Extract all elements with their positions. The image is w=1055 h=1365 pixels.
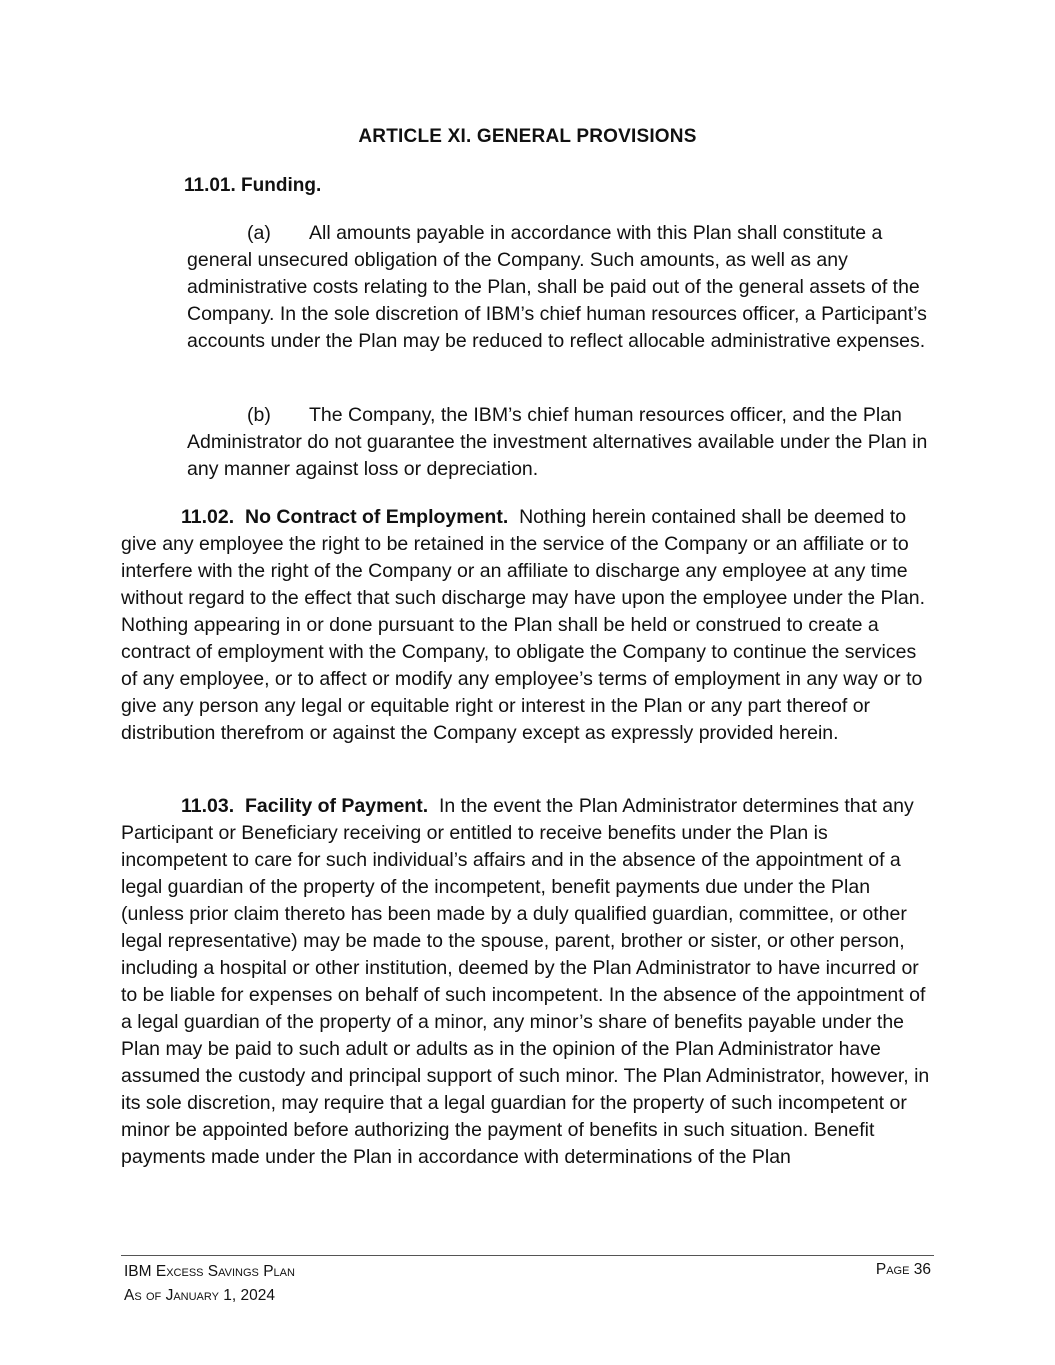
- section-11-01-paragraph-b: [187, 402, 937, 483]
- footer-divider: [121, 1255, 934, 1256]
- footer-page-label: Page 36: [875, 1261, 931, 1278]
- section-11-03-title: Facility of Payment.: [244, 795, 429, 817]
- section-11-02-number: 11.02.: [181, 506, 235, 528]
- section-11-03-paragraph: [121, 793, 937, 1171]
- footer-left: [124, 1260, 295, 1308]
- footer-as-of-date: As of January 1, 2024: [124, 1287, 275, 1304]
- section-11-03-text: In the event the Plan Administrator determines that any Participant or Beneficiary receiving or entitled to receive benefits under the Plan is incompetent to care for such individual’s affairs and in the absence of the appointment of a legal guardian of the property of the incompetent, benefit payments due under the Plan (unless prior claim thereto has been made by a duly qualified guardian, committee, or other legal representative) may be made to the spouse, parent, brother or sister, or other person, including a hospital or other institution, deemed by the Plan Administrator to have incurred or to be liable for expenses on behalf of such incompetent. In the absence of the appointment of a legal guardian of the property of a minor, any minor’s share of benefits payable under the Plan may be paid to such adult or adults as in the opinion of the Plan Administrator have assumed the custody and principal support of such minor. The Plan Administrator, however, in its sole discretion, may require that a legal guardian for the property of such incompetent or minor be appointed before authorizing the payment of benefits in such situation. Benefit payments made under the Plan in accordance with determinations of the Plan: [121, 795, 930, 1168]
- section-11-01-heading: 11.01. Funding.: [184, 175, 322, 196]
- paragraph-b-text: The Company, the IBM’s chief human resources officer, and the Plan Administrator do not guarantee the investment alternatives available under the Plan in any manner against loss or depreciation.: [187, 404, 928, 480]
- section-11-02-title: No Contract of Employment.: [244, 506, 509, 528]
- footer-page-number: [876, 1258, 931, 1282]
- paragraph-a-label: (a): [247, 222, 271, 244]
- article-title: ARTICLE XI. GENERAL PROVISIONS: [358, 126, 697, 147]
- section-11-01-paragraph-a: [187, 220, 937, 355]
- paragraph-b-label: (b): [247, 404, 271, 426]
- section-11-03-number: 11.03.: [181, 795, 235, 817]
- section-11-02-text: Nothing herein contained shall be deemed to give any employee the right to be retained in the service of the Company or an affiliate or to interfere with the right of the Company or an affiliate to discharge any employee at any time without regard to the effect that such discharge may have upon the employee under the Plan. Nothing appearing in or done pursuant to the Plan shall be held or construed to create a contract of employment with the Company, to obligate the Company to continue the services of any employee, or to affect or modify any employee’s terms of employment in any way or to give any person any legal or equitable right or interest in the Plan or any part thereof or distribution therefrom or against the Company except as expressly provided herein.: [121, 506, 925, 744]
- footer-plan-name: IBM Excess Savings Plan: [124, 1263, 295, 1280]
- section-11-02-paragraph: [121, 504, 937, 747]
- paragraph-a-text: All amounts payable in accordance with this Plan shall constitute a general unsecured obligation of the Company. Such amounts, as well as any administrative costs relating to the Plan, shall be paid out of the general assets of the Company. In the sole discretion of IBM’s chief human resources officer, a Participant’s accounts under the Plan may be reduced to reflect allocable administrative expenses.: [187, 222, 927, 352]
